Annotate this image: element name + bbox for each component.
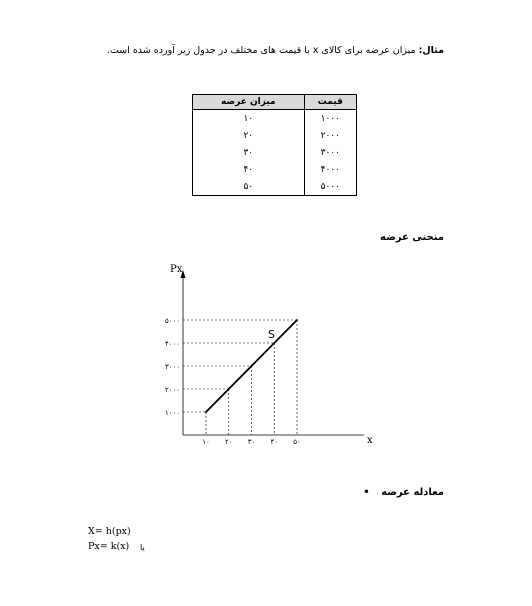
y-tick-label: ۵۰۰۰ (164, 317, 180, 325)
bullet-dot-icon: • (363, 487, 370, 498)
y-tick-label: ۱۰۰۰ (164, 409, 180, 417)
supply-curve-heading: منحنی عرضه (380, 232, 444, 243)
quantity-cell: ۲۰ (193, 127, 305, 144)
y-tick-label: ۳۰۰۰ (164, 363, 180, 371)
header-price: قیمت (304, 95, 356, 110)
bullet-text: معادله عرضه (381, 487, 444, 498)
data-point (228, 388, 230, 390)
curve-label: S (268, 328, 275, 341)
data-point (296, 319, 298, 321)
price-cell: ۲۰۰۰ (304, 127, 356, 144)
x-tick-label: ۲۰ (224, 438, 233, 446)
data-point (205, 411, 207, 413)
x-tick-label: ۴۰ (270, 438, 279, 446)
price-cell: ۵۰۰۰ (304, 178, 356, 196)
x-tick-label: ۳۰ (247, 438, 256, 446)
quantity-cell: ۵۰ (193, 178, 305, 196)
y-tick-label: ۲۰۰۰ (164, 386, 180, 394)
quantity-cell: ۳۰ (193, 144, 305, 161)
x-tick-label: ۱۰ (202, 438, 210, 446)
equation-1: X= h(px) (88, 526, 131, 537)
data-point (251, 365, 253, 367)
price-cell: ۴۰۰۰ (304, 161, 356, 178)
example-label: مثال: (418, 45, 444, 56)
quantity-cell: ۴۰ (193, 161, 305, 178)
quantity-cell: ۱۰ (193, 110, 305, 128)
y-tick-label: ۴۰۰۰ (164, 340, 180, 348)
y-axis-label: Px (170, 264, 183, 275)
x-tick-label: ۵۰ (293, 438, 301, 446)
bullet-item (363, 487, 444, 498)
header-quantity: میزان عرضه (193, 95, 305, 110)
data-point (273, 342, 275, 344)
price-cell: ۱۰۰۰ (304, 110, 356, 128)
intro-text: میزان عرضه برای کالای x با قیمت های مختلف در جدول زیر آورده شده است. (106, 45, 416, 56)
or-label: یا (140, 543, 145, 552)
price-cell: ۳۰۰۰ (304, 144, 356, 161)
x-axis-label: x (367, 435, 373, 446)
equation-2: Px= k(x) (88, 541, 130, 552)
